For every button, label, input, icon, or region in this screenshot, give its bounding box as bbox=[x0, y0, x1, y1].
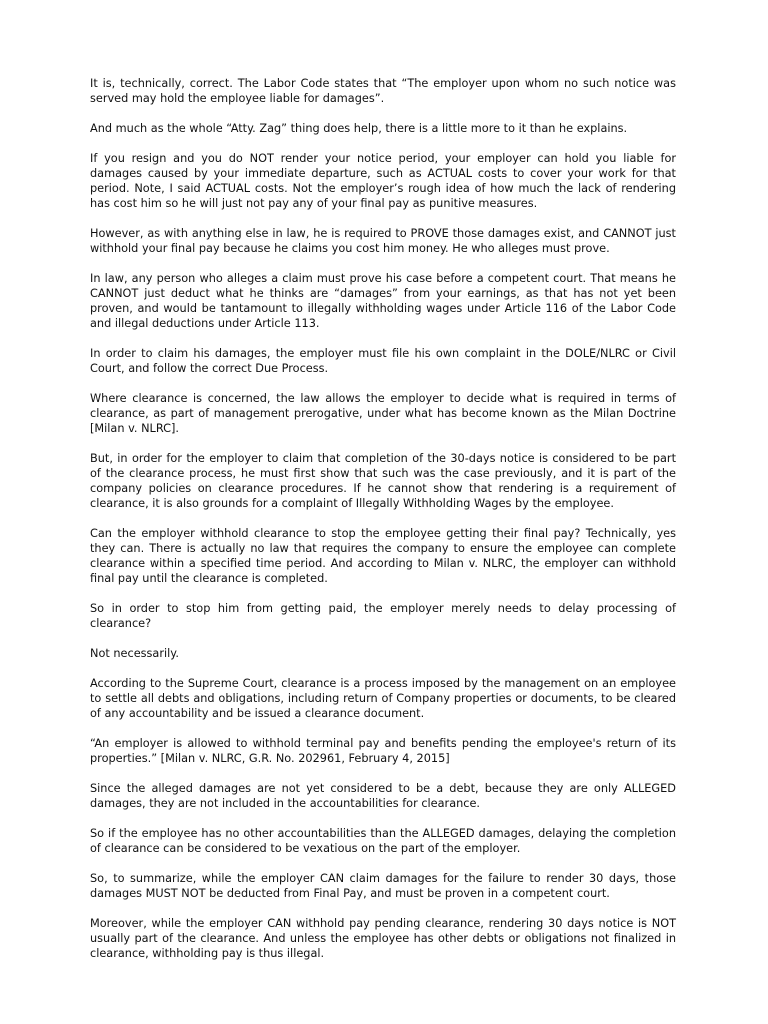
paragraph: And much as the whole “Atty. Zag” thing does help, there is a little more to it than he explains. bbox=[90, 122, 628, 135]
paragraph: Where clearance is concerned, the law allows the employer to decide what is required in terms of clearance, as part of management prerogative, under what has become known as the Milan Doctrine [Milan v. NLRC]. bbox=[90, 392, 676, 435]
paragraph: It is, technically, correct. The Labor Code states that “The employer upon whom no such notice was served may hold the employee liable for damages”. bbox=[90, 77, 676, 105]
paragraph: Since the alleged damages are not yet considered to be a debt, because they are only ALLEGED damages, they are not included in the accountabilities for clearance. bbox=[90, 782, 676, 810]
paragraph: However, as with anything else in law, he is required to PROVE those damages exist, and CANNOT just withhold your final pay because he claims you cost him money. He who alleges must prove. bbox=[90, 227, 676, 255]
paragraph: “An employer is allowed to withhold terminal pay and benefits pending the employee's return of its properties.” [Milan v. NLRC, G.R. No. 202961, February 4, 2015] bbox=[90, 737, 676, 765]
paragraph: In order to claim his damages, the employer must file his own complaint in the DOLE/NLRC or Civil Court, and follow the correct Due Process. bbox=[90, 347, 676, 375]
paragraph: So, to summarize, while the employer CAN claim damages for the failure to render 30 days, those damages MUST NOT be deducted from Final Pay, and must be proven in a competent court. bbox=[90, 872, 676, 900]
paragraph: So if the employee has no other accountabilities than the ALLEGED damages, delaying the completion of clearance can be considered to be vexatious on the part of the employer. bbox=[90, 827, 676, 855]
paragraph: If you resign and you do NOT render your notice period, your employer can hold you liable for damages caused by your immediate departure, such as ACTUAL costs to cover your work for that period. Note, I said ACTUAL costs. Not the employer’s rough idea of how much the lack of rendering has cost him so he will just not pay any of your final pay as punitive measures. bbox=[90, 152, 676, 210]
paragraph: In law, any person who alleges a claim must prove his case before a competent court. That means he CANNOT just deduct what he thinks are “damages” from your earnings, as that has not yet been proven, and would be tantamount to illegally withholding wages under Article 116 of the Labor Code and illegal deductions under Article 113. bbox=[90, 272, 676, 330]
paragraph: Not necessarily. bbox=[90, 647, 179, 660]
document-body bbox=[90, 76, 676, 976]
paragraph: According to the Supreme Court, clearance is a process imposed by the management on an employee to settle all debts and obligations, including return of Company properties or documents, to be cleared of any accountability and be issued a clearance document. bbox=[90, 677, 676, 720]
paragraph: Moreover, while the employer CAN withhold pay pending clearance, rendering 30 days notice is NOT usually part of the clearance. And unless the employee has other debts or obligations not finalized in clearance, withholding pay is thus illegal. bbox=[90, 917, 676, 960]
paragraph: Can the employer withhold clearance to stop the employee getting their final pay? Technically, yes they can. There is actually no law that requires the company to ensure the employee can complete clearance within a specified time period. And according to Milan v. NLRC, the employer can withhold final pay until the clearance is completed. bbox=[90, 527, 676, 585]
paragraph: But, in order for the employer to claim that completion of the 30-days notice is considered to be part of the clearance process, he must first show that such was the case previously, and it is part of the company policies on clearance procedures. If he cannot show that rendering is a requirement of clearance, it is also grounds for a complaint of Illegally Withholding Wages by the employee. bbox=[90, 452, 676, 510]
paragraph: So in order to stop him from getting paid, the employer merely needs to delay processing of clearance? bbox=[90, 602, 676, 630]
